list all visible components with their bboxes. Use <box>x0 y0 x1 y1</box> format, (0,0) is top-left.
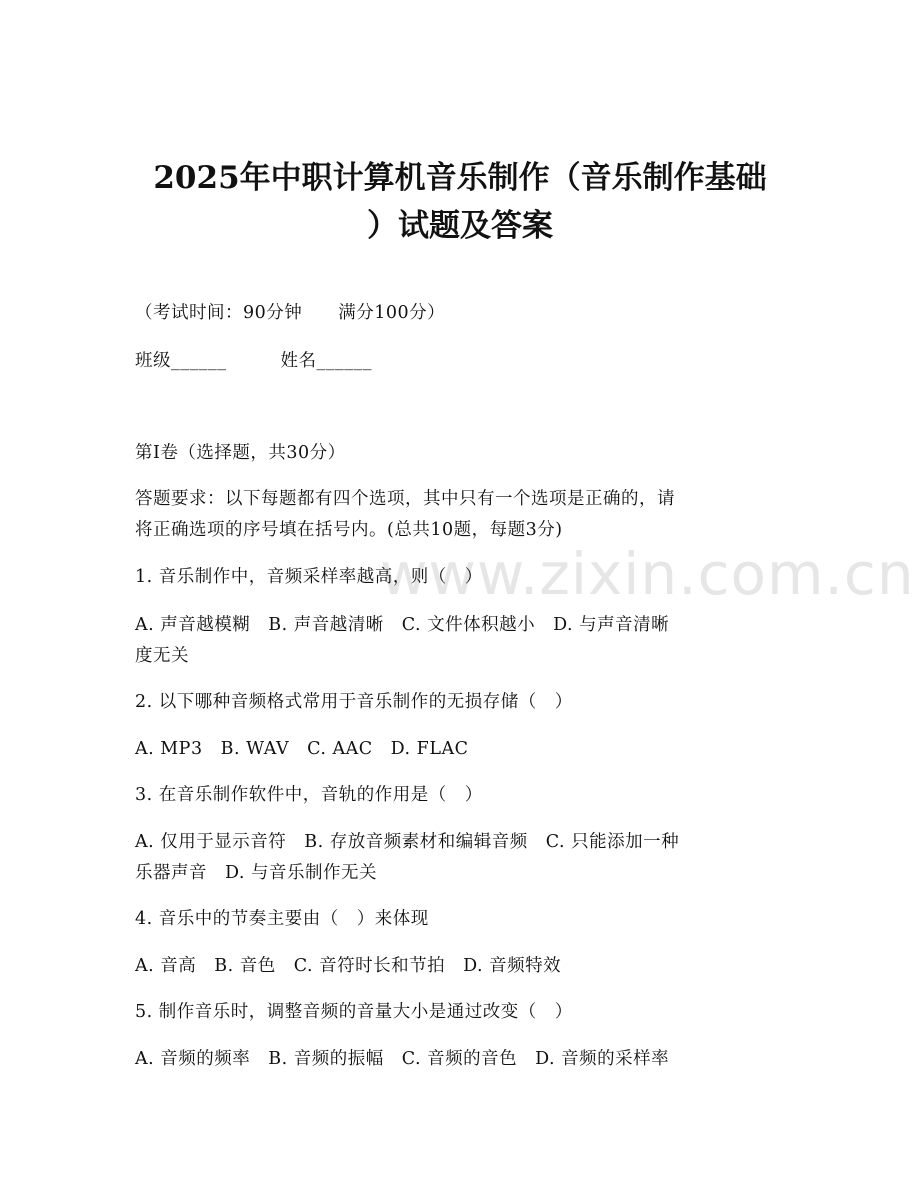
title-line-1: 2025年中职计算机音乐制作（音乐制作基础 <box>153 160 767 196</box>
exam-info: （考试时间：90分钟 满分100分） <box>135 303 446 323</box>
question-1: 1. 音乐制作中，音频采样率越高，则（ ） <box>135 567 483 587</box>
question-1-options-line-1: A. 声音越模糊 B. 声音越清晰 C. 文件体积越小 D. 与声音清晰 <box>135 615 670 635</box>
question-2-options: A. MP3 B. WAV C. AAC D. FLAC <box>135 739 469 759</box>
title-line-2: ）试题及答案 <box>367 208 553 244</box>
question-3: 3. 在音乐制作软件中，音轨的作用是（ ） <box>135 785 483 805</box>
question-5: 5. 制作音乐时，调整音频的音量大小是通过改变（ ） <box>135 1002 573 1022</box>
question-1-options-line-2: 度无关 <box>135 646 189 666</box>
question-2: 2. 以下哪种音频格式常用于音乐制作的无损存储（ ） <box>135 692 573 712</box>
instructions-line-2: 将正确选项的序号填在括号内。(总共10题，每题3分) <box>135 520 563 540</box>
question-3-options-line-2: 乐器声音 D. 与音乐制作无关 <box>135 863 378 883</box>
question-4: 4. 音乐中的节奏主要由（ ）来体现 <box>135 909 429 929</box>
question-4-options: A. 音高 B. 音色 C. 音符时长和节拍 D. 音频特效 <box>135 956 562 976</box>
question-3-options-line-1: A. 仅用于显示音符 B. 存放音频素材和编辑音频 C. 只能添加一种 <box>135 832 680 852</box>
instructions-line-1: 答题要求：以下每题都有四个选项，其中只有一个选项是正确的，请 <box>135 489 675 509</box>
student-fields: 班级______ 姓名______ <box>135 351 372 371</box>
question-5-options: A. 音频的频率 B. 音频的振幅 C. 音频的音色 D. 音频的采样率 <box>135 1049 670 1069</box>
section-title: 第Ⅰ卷（选择题，共30分） <box>135 443 346 463</box>
watermark: www.zixin.com.cn <box>380 540 915 608</box>
